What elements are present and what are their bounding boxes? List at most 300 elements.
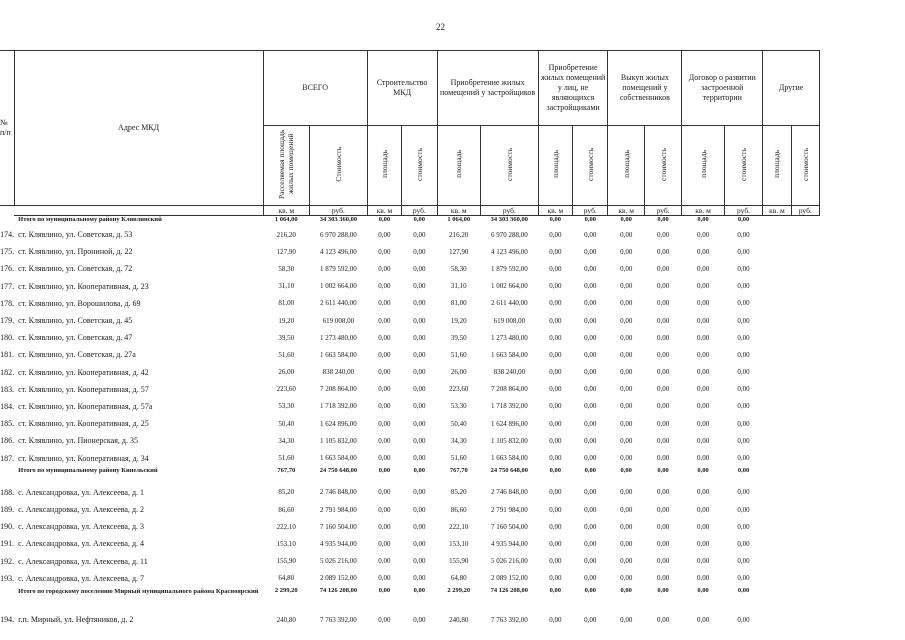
row-value: 1 663 584,00 <box>490 454 528 463</box>
header-address: Адрес МКД <box>14 51 263 206</box>
row-value: 1 064,00 <box>447 216 471 223</box>
row-value: 0,00 <box>584 454 597 463</box>
row-value: 127,90 <box>449 247 469 256</box>
table-row <box>0 449 820 466</box>
row-value: 0,00 <box>413 264 426 273</box>
row-number: 189. <box>0 505 15 515</box>
row-value: 0,00 <box>620 350 633 359</box>
row-value: 0,00 <box>620 488 633 497</box>
units-blank <box>0 206 14 216</box>
row-value: 0,00 <box>413 574 426 583</box>
row-value: 216,20 <box>449 230 469 239</box>
header-sub-4: площадь <box>437 126 481 206</box>
row-value: 31,10 <box>278 282 295 291</box>
table-row <box>0 243 820 260</box>
row-value: 74 126 208,00 <box>319 586 358 594</box>
row-value: 0,00 <box>549 333 562 342</box>
row-value: 1 002 664,00 <box>320 282 357 291</box>
row-value: 0,00 <box>549 368 562 377</box>
row-value: 0,00 <box>737 385 750 394</box>
row-value: 0,00 <box>378 282 391 291</box>
row-address: ст. Клявлино, ул. Кооперативная, д. 25 <box>18 419 149 429</box>
row-empty <box>763 553 791 570</box>
row-value: 0,00 <box>696 557 710 566</box>
row-value: 0,00 <box>378 264 391 273</box>
row-value: 240,80 <box>449 615 469 624</box>
row-value: 0,00 <box>656 402 670 411</box>
row-value: 0,00 <box>378 454 391 463</box>
table-row <box>0 570 820 587</box>
unit-6: кв. м <box>538 206 572 216</box>
row-value: 0,00 <box>696 402 710 411</box>
row-value: 0,00 <box>549 586 562 594</box>
unit-11: руб. <box>724 206 762 216</box>
row-value: 0,00 <box>737 488 750 497</box>
row-value: 0,00 <box>584 299 597 308</box>
row-value: 0,00 <box>620 402 633 411</box>
row-empty <box>763 535 791 552</box>
header-sub-1: Стоимость <box>310 126 368 206</box>
row-value: 0,00 <box>378 230 391 239</box>
row-value: 0,00 <box>737 247 750 256</box>
header-sub-11: стоимость <box>724 126 762 206</box>
row-value: 767,70 <box>449 466 468 474</box>
row-address: ст. Клявлино, ул. Пионерская, д. 35 <box>18 436 138 446</box>
row-value: 0,00 <box>378 333 391 342</box>
header-sub-0: Расселяемая площадь жилых помещений <box>263 126 310 206</box>
row-value: 0,00 <box>657 586 669 594</box>
header-group-development: Договор о развитии застроенной территории <box>682 51 763 126</box>
row-value: 7 208 864,00 <box>320 385 357 394</box>
row-address: ст. Клявлино, ул. Кооперативная, д. 57а <box>18 401 153 411</box>
table-row <box>0 381 820 398</box>
row-value: 0,00 <box>413 586 425 594</box>
row-value: 1 273 480,00 <box>490 333 528 342</box>
row-value: 6 970 288,00 <box>490 230 528 239</box>
row-value: 2 089 152,00 <box>490 574 528 583</box>
row-value: 0,00 <box>696 454 710 463</box>
row-value: 0,00 <box>413 488 426 497</box>
row-value: 74 126 208,00 <box>490 586 529 594</box>
row-number <box>0 216 14 227</box>
row-empty <box>763 226 791 243</box>
row-value: 223,60 <box>449 385 469 394</box>
row-value: 0,00 <box>737 216 750 223</box>
row-value: 2 791 984,00 <box>490 505 528 514</box>
row-value: 0,00 <box>657 216 669 223</box>
row-address: с. Александровка, ул. Алексеева, д. 1 <box>18 487 145 497</box>
row-value: 0,00 <box>620 454 633 463</box>
row-empty <box>791 381 819 398</box>
row-address: Итого по муниципальному району Кинельский <box>18 466 158 474</box>
row-value: 58,30 <box>278 264 295 273</box>
row-value: 0,00 <box>584 368 597 377</box>
row-value: 2 791 984,00 <box>320 505 357 514</box>
row-value: 85,20 <box>450 488 467 497</box>
row-value: 0,00 <box>737 299 750 308</box>
row-value: 0,00 <box>584 402 597 411</box>
row-value: 0,00 <box>620 466 632 474</box>
row-value: 0,00 <box>549 385 562 394</box>
row-address: с. Александровка, ул. Алексеева, д. 11 <box>18 556 148 566</box>
row-value: 0,00 <box>549 350 562 359</box>
row-value: 0,00 <box>620 247 633 256</box>
row-value: 0,00 <box>697 586 709 594</box>
resettlement-table <box>0 50 820 628</box>
row-value: 1 879 592,00 <box>320 264 357 273</box>
row-value: 0,00 <box>413 419 426 428</box>
row-value: 153,10 <box>276 539 296 548</box>
row-empty <box>763 364 791 381</box>
row-value: 81,00 <box>450 299 467 308</box>
row-empty <box>791 216 819 227</box>
table-row <box>0 415 820 432</box>
row-value: 0,00 <box>696 350 710 359</box>
row-empty <box>763 518 791 535</box>
row-value: 0,00 <box>656 316 670 325</box>
row-value: 7 160 504,00 <box>490 522 528 531</box>
row-value: 0,00 <box>737 264 750 273</box>
row-value: 0,00 <box>378 615 391 624</box>
table-row <box>0 364 820 381</box>
row-empty <box>763 260 791 277</box>
row-address: с. Александровка, ул. Алексеева, д. 3 <box>18 522 145 532</box>
row-value: 51,60 <box>278 350 295 359</box>
table-row <box>0 346 820 363</box>
row-value: 0,00 <box>549 282 562 291</box>
row-value: 0,00 <box>378 505 391 514</box>
row-value: 0,00 <box>656 539 670 548</box>
row-value: 4 123 496,00 <box>320 247 357 256</box>
row-value: 0,00 <box>584 385 597 394</box>
row-value: 1 718 392,00 <box>320 402 357 411</box>
unit-3: руб. <box>402 206 437 216</box>
table-row <box>0 611 820 628</box>
row-value: 0,00 <box>696 385 710 394</box>
header-group-developers: Приобретение жилых помещений у застройщиков <box>437 51 538 126</box>
row-value: 0,00 <box>549 454 562 463</box>
row-value: 0,00 <box>378 522 391 531</box>
row-value: 2 611 440,00 <box>320 299 357 308</box>
row-value: 58,30 <box>450 264 467 273</box>
row-value: 0,00 <box>378 402 391 411</box>
row-value: 0,00 <box>696 505 710 514</box>
row-value: 19,20 <box>278 316 295 325</box>
table-row <box>0 226 820 243</box>
row-value: 0,00 <box>413 505 426 514</box>
row-value: 155,90 <box>449 557 469 566</box>
row-empty <box>763 346 791 363</box>
row-value: 1 663 584,00 <box>320 454 357 463</box>
row-value: 222,10 <box>276 522 296 531</box>
row-value: 0,00 <box>549 402 562 411</box>
row-number: 187. <box>0 453 15 463</box>
row-value: 34,30 <box>450 436 467 445</box>
row-value: 0,00 <box>584 539 597 548</box>
row-value: 0,00 <box>737 466 750 474</box>
row-empty <box>791 364 819 381</box>
row-value: 0,00 <box>737 316 750 325</box>
row-value: 0,00 <box>584 505 597 514</box>
row-value: 7 208 864,00 <box>490 385 528 394</box>
row-number: 178. <box>0 298 15 308</box>
row-value: 0,00 <box>584 350 597 359</box>
row-value: 2 089 152,00 <box>320 574 357 583</box>
row-value: 0,00 <box>656 247 670 256</box>
row-value: 619 008,00 <box>322 316 355 325</box>
row-value: 0,00 <box>737 615 750 624</box>
row-address: ст. Клявлино, ул. Советская, д. 47 <box>18 333 133 343</box>
row-value: 0,00 <box>696 539 710 548</box>
row-value: 0,00 <box>620 557 633 566</box>
row-value: 0,00 <box>620 586 632 594</box>
row-value: 0,00 <box>696 419 710 428</box>
row-empty <box>763 587 791 611</box>
row-empty <box>763 329 791 346</box>
row-value: 1 064,00 <box>274 216 298 223</box>
row-empty <box>763 570 791 587</box>
row-value: 0,00 <box>737 557 750 566</box>
row-value: 0,00 <box>737 368 750 377</box>
row-value: 31,10 <box>450 282 467 291</box>
row-value: 0,00 <box>737 350 750 359</box>
row-value: 0,00 <box>584 316 597 325</box>
table-row <box>0 535 820 552</box>
row-value: 0,00 <box>378 586 391 594</box>
row-empty <box>791 467 819 484</box>
row-value: 767,70 <box>277 466 296 474</box>
row-number: 179. <box>0 316 15 326</box>
unit-8: кв. м <box>608 206 644 216</box>
row-value: 0,00 <box>656 299 670 308</box>
row-value: 7 160 504,00 <box>320 522 357 531</box>
unit-12: кв. м <box>763 206 791 216</box>
row-value: 7 763 392,00 <box>320 615 357 624</box>
row-value: 2 746 848,00 <box>490 488 528 497</box>
row-number: 174. <box>0 230 15 240</box>
row-empty <box>763 216 791 227</box>
row-empty <box>763 295 791 312</box>
row-value: 7 763 392,00 <box>490 615 528 624</box>
row-value: 153,10 <box>449 539 469 548</box>
row-address: ст. Клявлино, ул. Советская, д. 27а <box>18 350 136 360</box>
header-sub-6: площадь <box>538 126 572 206</box>
row-empty <box>791 312 819 329</box>
header-sub-3: стоимость <box>402 126 437 206</box>
row-value: 0,00 <box>549 316 562 325</box>
unit-0: кв. м <box>263 206 310 216</box>
row-value: 223,60 <box>276 385 296 394</box>
row-value: 0,00 <box>697 466 709 474</box>
row-value: 50,40 <box>450 419 467 428</box>
row-value: 50,40 <box>278 419 295 428</box>
row-address: с. Александровка, ул. Алексеева, д. 2 <box>18 505 145 515</box>
row-value: 53,30 <box>278 402 295 411</box>
header-group-other: Другие <box>763 51 820 126</box>
header-group-construction: Строительство МКД <box>367 51 437 126</box>
table-row <box>0 484 820 501</box>
row-value: 0,00 <box>584 436 597 445</box>
table-row <box>0 295 820 312</box>
row-empty <box>763 415 791 432</box>
row-number: 177. <box>0 281 15 291</box>
row-number: 181. <box>0 350 15 360</box>
row-value: 5 026 216,00 <box>490 557 528 566</box>
row-number <box>0 467 14 484</box>
unit-10: кв. м <box>682 206 724 216</box>
row-value: 0,00 <box>737 436 750 445</box>
row-value: 240,80 <box>276 615 296 624</box>
row-value: 2 746 848,00 <box>320 488 357 497</box>
row-number: 182. <box>0 367 15 377</box>
row-empty <box>763 449 791 466</box>
row-value: 0,00 <box>549 557 562 566</box>
row-value: 34,30 <box>278 436 295 445</box>
row-value: 0,00 <box>378 316 391 325</box>
row-empty <box>791 484 819 501</box>
header-sub-9: стоимость <box>644 126 681 206</box>
row-empty <box>763 398 791 415</box>
row-value: 0,00 <box>620 216 632 223</box>
row-number <box>0 587 14 611</box>
row-value: 0,00 <box>549 230 562 239</box>
row-value: 0,00 <box>413 385 426 394</box>
table-row <box>0 398 820 415</box>
row-value: 1 002 664,00 <box>490 282 528 291</box>
row-number: 191. <box>0 539 15 549</box>
row-value: 0,00 <box>696 368 710 377</box>
row-value: 1 105 832,00 <box>490 436 528 445</box>
row-empty <box>791 535 819 552</box>
row-value: 6 970 288,00 <box>320 230 357 239</box>
row-value: 0,00 <box>549 216 562 223</box>
row-value: 838 240,00 <box>493 368 526 377</box>
row-address: ст. Клявлино, ул. Кооперативная, д. 23 <box>18 281 149 291</box>
table-row <box>0 501 820 518</box>
row-value: 51,60 <box>278 454 295 463</box>
row-value: 64,80 <box>450 574 467 583</box>
row-value: 39,50 <box>450 333 467 342</box>
row-number: 194. <box>0 615 15 625</box>
row-value: 86,60 <box>278 505 295 514</box>
row-value: 0,00 <box>696 299 710 308</box>
row-value: 0,00 <box>549 419 562 428</box>
row-empty <box>791 295 819 312</box>
row-value: 1 879 592,00 <box>490 264 528 273</box>
row-value: 0,00 <box>413 299 426 308</box>
row-value: 2 299,20 <box>274 586 298 594</box>
row-empty <box>791 501 819 518</box>
unit-1: руб. <box>310 206 368 216</box>
row-value: 19,20 <box>450 316 467 325</box>
row-value: 0,00 <box>737 454 750 463</box>
row-value: 0,00 <box>584 488 597 497</box>
row-value: 0,00 <box>656 419 670 428</box>
row-value: 0,00 <box>584 615 597 624</box>
unit-9: руб. <box>644 206 681 216</box>
row-value: 0,00 <box>620 574 633 583</box>
row-value: 0,00 <box>656 333 670 342</box>
row-value: 0,00 <box>413 350 426 359</box>
row-address: ст. Клявлино, ул. Прониной, д. 22 <box>18 247 133 257</box>
row-value: 0,00 <box>696 333 710 342</box>
header-group-non-developers: Приобретение жилых помещений у лиц, не являющихся застройщиками <box>538 51 608 126</box>
row-value: 0,00 <box>584 264 597 273</box>
row-value: 0,00 <box>584 247 597 256</box>
row-value: 0,00 <box>413 539 426 548</box>
row-value: 0,00 <box>413 402 426 411</box>
page-number: 22 <box>436 22 445 32</box>
row-value: 0,00 <box>413 216 425 223</box>
row-value: 0,00 <box>656 282 670 291</box>
row-value: 4 935 944,00 <box>490 539 528 548</box>
row-value: 0,00 <box>737 539 750 548</box>
row-value: 0,00 <box>378 557 391 566</box>
row-address: ст. Клявлино, ул. Кооперативная, д. 42 <box>18 367 149 377</box>
row-value: 838 240,00 <box>322 368 355 377</box>
row-empty <box>763 381 791 398</box>
row-value: 0,00 <box>656 488 670 497</box>
row-address: ст. Клявлино, ул. Кооперативная, д. 57 <box>18 384 149 394</box>
row-value: 0,00 <box>657 466 669 474</box>
row-value: 0,00 <box>620 333 633 342</box>
row-number: 183. <box>0 384 15 394</box>
row-value: 4 123 496,00 <box>490 247 528 256</box>
row-value: 0,00 <box>584 282 597 291</box>
row-value: 0,00 <box>737 419 750 428</box>
row-value: 1 718 392,00 <box>490 402 528 411</box>
row-empty <box>763 611 791 628</box>
row-value: 0,00 <box>584 522 597 531</box>
row-empty <box>763 467 791 484</box>
row-value: 0,00 <box>696 230 710 239</box>
row-address: ст. Клявлино, ул. Ворошилова, д. 69 <box>18 298 141 308</box>
row-value: 2 299,20 <box>447 586 471 594</box>
row-value: 0,00 <box>696 574 710 583</box>
row-value: 86,60 <box>450 505 467 514</box>
row-number: 186. <box>0 436 15 446</box>
row-value: 1 624 896,00 <box>320 419 357 428</box>
row-value: 0,00 <box>656 436 670 445</box>
row-address: с. Александровка, ул. Алексеева, д. 7 <box>18 573 145 583</box>
row-value: 0,00 <box>737 402 750 411</box>
row-value: 0,00 <box>656 522 670 531</box>
unit-2: кв. м <box>367 206 401 216</box>
row-value: 0,00 <box>737 230 750 239</box>
row-value: 0,00 <box>620 615 633 624</box>
row-value: 0,00 <box>549 574 562 583</box>
header-sub-8: площадь <box>608 126 644 206</box>
row-value: 85,20 <box>278 488 295 497</box>
row-value: 0,00 <box>549 522 562 531</box>
row-address: Итого по муниципальному району Клявлинский <box>18 216 162 223</box>
row-address: Итого по городскому поселению Мирный муниципального района Красноярский <box>18 587 259 595</box>
row-value: 0,00 <box>584 230 597 239</box>
row-value: 0,00 <box>549 505 562 514</box>
header-sub-13: стоимость <box>791 126 819 206</box>
header-sub-10: площадь <box>682 126 724 206</box>
units-blank <box>14 206 263 216</box>
subtotal-row <box>0 587 820 611</box>
row-value: 0,00 <box>696 488 710 497</box>
row-value: 0,00 <box>413 522 426 531</box>
row-empty <box>791 518 819 535</box>
row-value: 0,00 <box>737 522 750 531</box>
row-empty <box>763 243 791 260</box>
row-value: 0,00 <box>378 350 391 359</box>
row-value: 0,00 <box>549 539 562 548</box>
row-value: 0,00 <box>549 466 562 474</box>
